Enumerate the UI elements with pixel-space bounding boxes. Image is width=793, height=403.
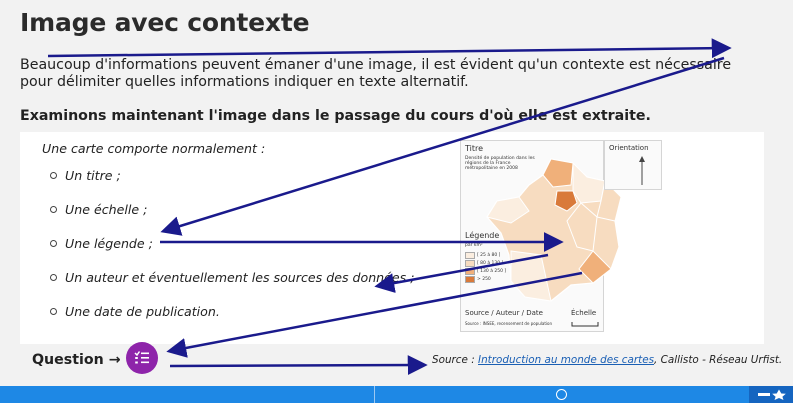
list-item: Un auteur et éventuellement les sources des données ; bbox=[50, 270, 414, 304]
list-lead: Une carte comporte normalement : bbox=[42, 141, 266, 156]
map-orientation-label: Orientation bbox=[609, 144, 649, 152]
source-link[interactable]: Introduction au monde des cartes bbox=[478, 354, 655, 366]
bullet-icon bbox=[50, 240, 57, 247]
scale-bar-icon bbox=[571, 321, 599, 327]
map-title-text: Densité de population dans les régions de la France métropolitaine en 2008 bbox=[465, 156, 535, 171]
map-source-text: Source : INSEE, recensement de population bbox=[465, 321, 552, 326]
north-arrow-icon bbox=[638, 155, 646, 187]
map-source-label: Source / Auteur / Date bbox=[465, 309, 543, 317]
bottom-toolbar-end[interactable] bbox=[749, 386, 793, 403]
progress-divider bbox=[374, 386, 375, 403]
question-label: Question → bbox=[32, 352, 121, 368]
map-scale-label: Échelle bbox=[571, 309, 597, 317]
section-subheading: Examinons maintenant l'image dans le passage du cours d'où elle est extraite. bbox=[20, 108, 651, 124]
map-elements-list bbox=[50, 168, 414, 338]
bullet-icon bbox=[50, 206, 57, 213]
list-item: Une date de publication. bbox=[50, 304, 414, 338]
question-button[interactable] bbox=[126, 342, 158, 374]
list-icon bbox=[134, 351, 150, 365]
intro-paragraph: Beaucoup d'informations peuvent émaner d'une image, il est évident qu'un contexte est nécessaire pour délimiter quelles informations indiquer en texte alternatif. bbox=[20, 57, 732, 90]
arrow-source bbox=[170, 365, 424, 366]
orientation-box bbox=[604, 140, 662, 190]
map-legend-unit: par km² bbox=[465, 243, 483, 248]
map-title-label: Titre bbox=[465, 144, 484, 153]
bookmark-star-icon bbox=[758, 389, 788, 400]
progress-bar bbox=[0, 386, 793, 403]
france-map-image bbox=[460, 140, 604, 332]
map-legend-label: Légende bbox=[465, 231, 500, 240]
map-legend: [ 25 à 80 ] [ 80 à 130 ] [ 130 à 250 ] > 250 bbox=[465, 251, 506, 283]
list-item: Une légende ; bbox=[50, 236, 414, 270]
list-item: Une échelle ; bbox=[50, 202, 414, 236]
image-source: Source : Introduction au monde des cartes, Callisto - Réseau Urfist. bbox=[432, 354, 783, 366]
bullet-icon bbox=[50, 274, 57, 281]
page-title: Image avec contexte bbox=[20, 8, 310, 37]
progress-marker-icon[interactable] bbox=[556, 389, 567, 400]
course-excerpt-panel bbox=[20, 132, 764, 344]
bullet-icon bbox=[50, 172, 57, 179]
arrow-title bbox=[48, 48, 728, 56]
list-item: Un titre ; bbox=[50, 168, 414, 202]
bullet-icon bbox=[50, 308, 57, 315]
